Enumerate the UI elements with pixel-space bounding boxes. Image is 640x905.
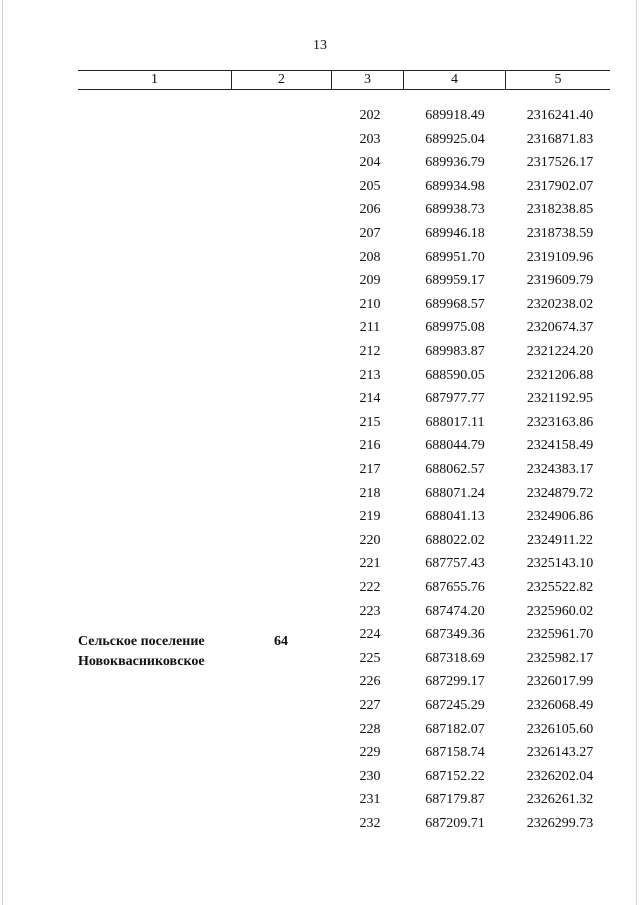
- table-row: [0, 812, 640, 835]
- point-number: 210: [359, 296, 381, 312]
- coord-x: 688071.24: [425, 485, 485, 501]
- table-row: [0, 175, 640, 198]
- point-number: 221: [359, 556, 381, 572]
- header-col-1: 1: [78, 71, 232, 89]
- table-row: [0, 670, 640, 693]
- point-number: 218: [359, 485, 381, 501]
- coord-y: 2317902.07: [526, 178, 594, 194]
- coord-y: 2320674.37: [526, 320, 594, 336]
- table-row: [0, 104, 640, 127]
- coord-y: 2319109.96: [526, 249, 594, 265]
- coord-y: 2324911.22: [527, 532, 593, 548]
- coord-y: 2320238.02: [526, 296, 594, 312]
- point-number: 222: [359, 580, 381, 595]
- coord-x: 688590.05: [425, 367, 485, 383]
- coord-y: 2323163.86: [526, 414, 594, 430]
- table-row: [0, 434, 640, 457]
- coord-x: 687757.43: [425, 556, 485, 572]
- coord-x: 687318.69: [425, 650, 485, 666]
- coord-x: 689959.17: [425, 273, 485, 289]
- point-number: 226: [359, 674, 381, 690]
- point-number: 215: [359, 414, 381, 430]
- coord-y: 2318238.85: [526, 202, 594, 218]
- coord-x: 687349.36: [425, 627, 485, 643]
- point-number: 216: [359, 438, 381, 454]
- table-row: [0, 788, 640, 811]
- table-row: [0, 458, 640, 481]
- coord-x: 688041.13: [425, 509, 485, 525]
- header-col-3: 3: [332, 71, 404, 89]
- table-row: [0, 529, 640, 552]
- coord-y: 2326105.60: [526, 721, 594, 737]
- coord-y: 2325961.70: [526, 627, 594, 643]
- point-number: 231: [359, 792, 381, 808]
- point-number: 206: [359, 202, 381, 218]
- coord-x: 687179.87: [425, 792, 485, 808]
- coord-y: 2324383.17: [526, 462, 594, 477]
- table-row: [0, 387, 640, 410]
- coord-y: 2324879.72: [526, 485, 594, 501]
- point-number: 205: [359, 178, 381, 194]
- point-number: 214: [359, 391, 381, 407]
- point-number: 225: [359, 650, 381, 666]
- settlement-code: 64: [274, 634, 288, 649]
- coord-x: 689925.04: [425, 131, 485, 147]
- coord-x: 689934.98: [425, 178, 485, 194]
- coord-y: 2317526.17: [526, 155, 594, 171]
- point-number: 224: [359, 627, 381, 643]
- point-number: 228: [359, 721, 381, 737]
- table-row: [0, 718, 640, 741]
- point-number: 227: [359, 698, 381, 713]
- coord-y: 2326068.49: [526, 698, 594, 713]
- coord-y: 2324158.49: [526, 438, 594, 454]
- point-number: 211: [359, 320, 381, 336]
- table-row: [0, 364, 640, 387]
- coord-y: 2326202.04: [526, 768, 594, 784]
- point-number: 220: [359, 532, 381, 548]
- coord-x: 687152.22: [425, 768, 485, 784]
- table-row: [0, 600, 640, 623]
- coord-x: 688017.11: [425, 414, 485, 430]
- coord-y: 2321224.20: [526, 344, 594, 359]
- point-number: 202: [359, 108, 381, 123]
- coord-x: 687655.76: [425, 580, 485, 595]
- coord-x: 688062.57: [425, 462, 485, 477]
- point-number: 230: [359, 768, 381, 784]
- header-col-2: 2: [232, 71, 332, 89]
- coord-x: 689938.73: [425, 202, 485, 218]
- coord-y: 2325982.17: [526, 650, 594, 666]
- settlement-name-line-2: Новоквасниковское: [78, 654, 205, 669]
- coord-y: 2324906.86: [526, 509, 594, 525]
- coord-y: 2325522.82: [526, 580, 594, 595]
- point-number: 223: [359, 603, 381, 619]
- coord-y: 2321206.88: [526, 367, 594, 383]
- coord-x: 687182.07: [425, 721, 485, 737]
- coord-x: 688044.79: [425, 438, 485, 454]
- settlement-name: [78, 632, 238, 672]
- coord-y: 2321192.95: [527, 391, 593, 407]
- table-row: [0, 128, 640, 151]
- point-number: 203: [359, 131, 381, 147]
- coord-y: 2326017.99: [526, 674, 594, 690]
- table-row: [0, 576, 640, 599]
- point-number: 212: [359, 344, 381, 359]
- table-row: [0, 411, 640, 434]
- coord-y: 2326143.27: [526, 745, 594, 761]
- coord-y: 2325960.02: [526, 603, 594, 619]
- coord-x: 689968.57: [425, 296, 485, 312]
- coord-x: 689946.18: [425, 226, 485, 241]
- table-row: [0, 340, 640, 363]
- coord-y: 2326299.73: [526, 816, 594, 831]
- table-row: [0, 246, 640, 269]
- table-row: [0, 552, 640, 575]
- coord-x: 687299.17: [425, 674, 485, 690]
- page-number: 13: [313, 38, 327, 53]
- point-number: 213: [359, 367, 381, 383]
- point-number: 207: [359, 226, 381, 241]
- coord-y: 2326261.32: [526, 792, 594, 808]
- point-number: 208: [359, 249, 381, 265]
- table-row: [0, 694, 640, 717]
- header-col-4: 4: [404, 71, 506, 89]
- coord-x: 687158.74: [425, 745, 485, 761]
- table-row: [0, 198, 640, 221]
- coord-x: 687245.29: [425, 698, 485, 713]
- table-row: [0, 765, 640, 788]
- coord-x: 689983.87: [425, 344, 485, 359]
- coord-x: 689975.08: [425, 320, 485, 336]
- table-row: [0, 482, 640, 505]
- header-col-5: 5: [554, 72, 562, 87]
- coord-x: 687209.71: [425, 816, 485, 831]
- table-row: [0, 505, 640, 528]
- coord-y: 2318738.59: [526, 226, 594, 241]
- coord-x: 688022.02: [425, 532, 485, 548]
- settlement-name-line-1: Сельское поселение: [78, 634, 205, 649]
- coord-x: 687474.20: [425, 603, 485, 619]
- point-number: 209: [359, 273, 381, 289]
- table-header: [78, 70, 610, 90]
- point-number: 217: [359, 462, 381, 477]
- coord-y: 2319609.79: [526, 273, 594, 289]
- coord-y: 2316871.83: [526, 131, 594, 147]
- coord-x: 689936.79: [425, 155, 485, 171]
- coord-y: 2325143.10: [526, 556, 594, 572]
- table-row: [0, 316, 640, 339]
- table-row: [0, 222, 640, 245]
- coord-x: 689951.70: [425, 249, 485, 265]
- point-number: 204: [359, 155, 381, 171]
- point-number: 232: [359, 816, 381, 831]
- table-row: [0, 151, 640, 174]
- table-row: [0, 269, 640, 292]
- coord-x: 687977.77: [425, 391, 485, 407]
- table-row: [0, 293, 640, 316]
- coord-x: 689918.49: [425, 108, 485, 123]
- coord-y: 2316241.40: [526, 108, 594, 123]
- table-row: [0, 741, 640, 764]
- point-number: 229: [359, 745, 381, 761]
- point-number: 219: [359, 509, 381, 525]
